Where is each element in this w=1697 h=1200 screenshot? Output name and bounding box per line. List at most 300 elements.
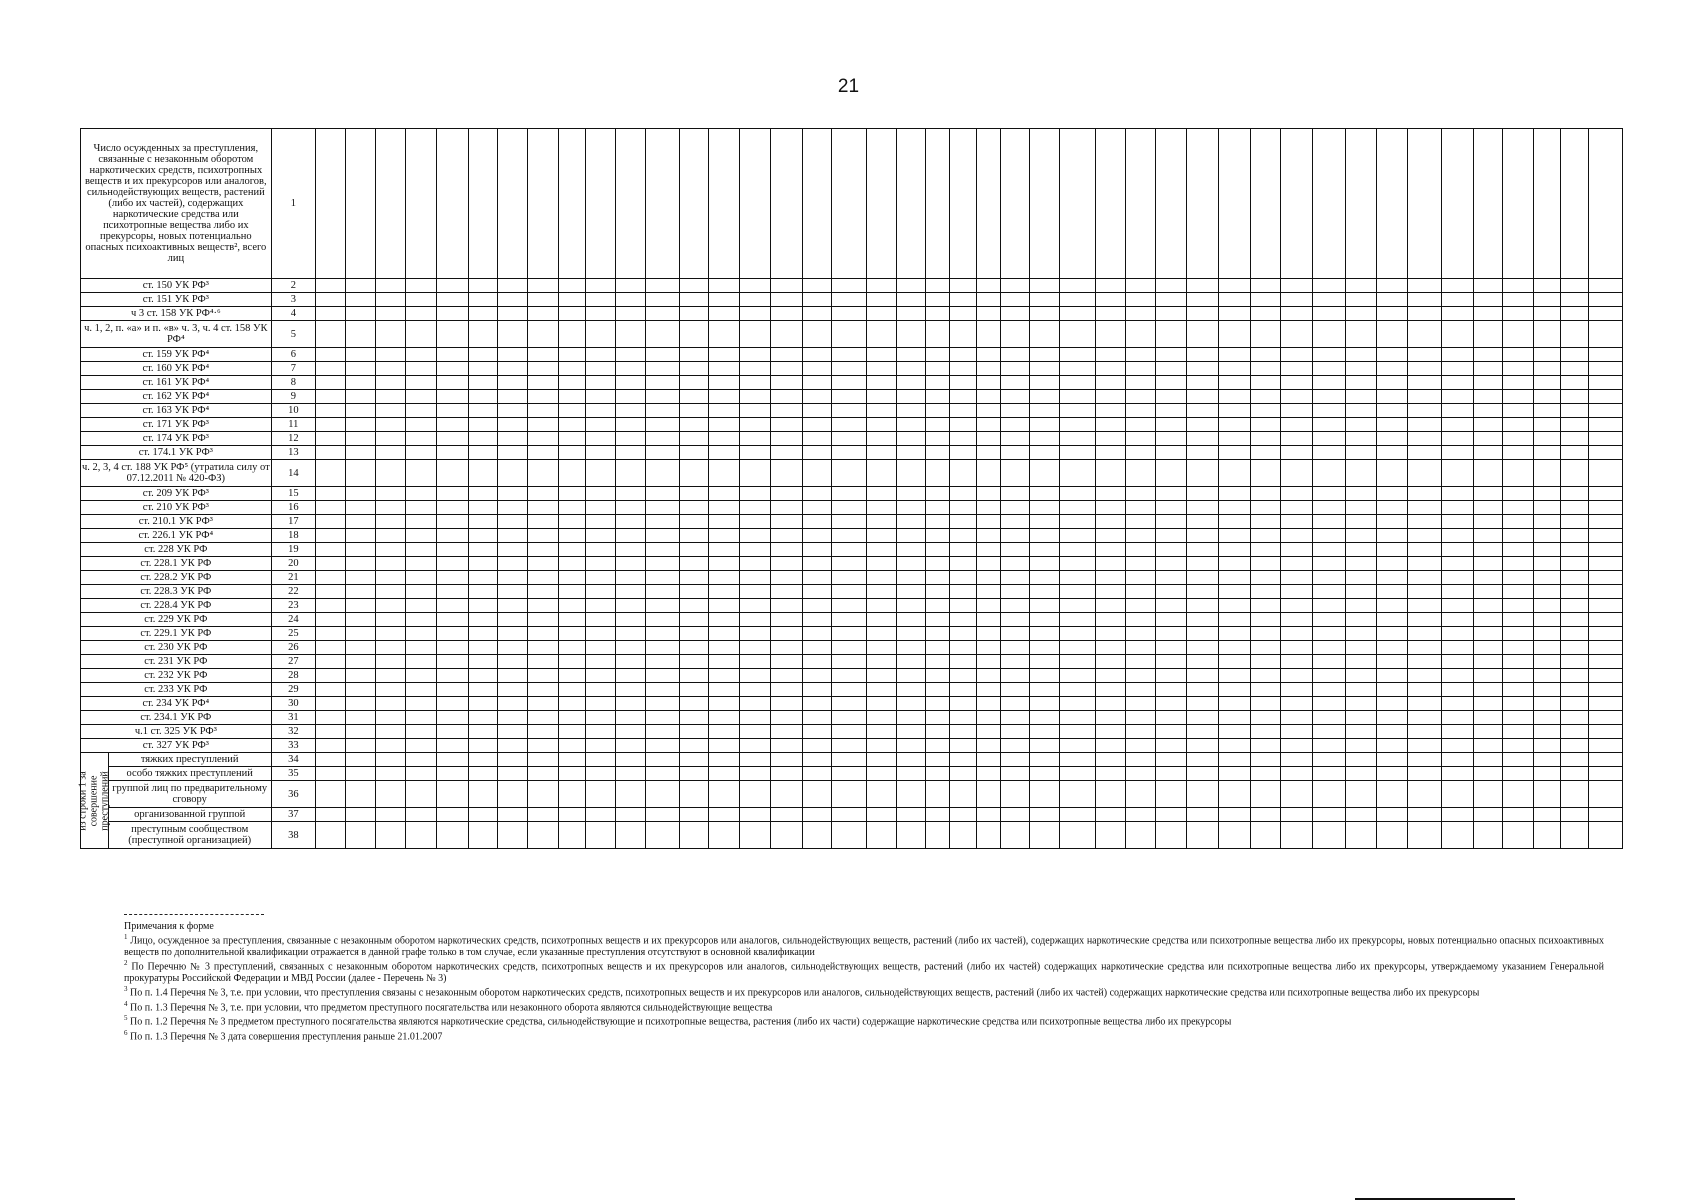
- data-cell[interactable]: [1156, 418, 1187, 432]
- data-cell[interactable]: [896, 501, 925, 515]
- data-cell[interactable]: [436, 669, 468, 683]
- data-cell[interactable]: [896, 725, 925, 739]
- data-cell[interactable]: [1251, 739, 1281, 753]
- data-cell[interactable]: [1059, 460, 1096, 487]
- data-cell[interactable]: [925, 446, 949, 460]
- data-cell[interactable]: [1156, 683, 1187, 697]
- data-cell[interactable]: [527, 348, 558, 362]
- data-cell[interactable]: [1407, 129, 1441, 279]
- data-cell[interactable]: [1029, 641, 1059, 655]
- data-cell[interactable]: [1474, 376, 1503, 390]
- data-cell[interactable]: [1376, 655, 1407, 669]
- data-cell[interactable]: [497, 543, 527, 557]
- data-cell[interactable]: [586, 543, 616, 557]
- data-cell[interactable]: [1281, 627, 1313, 641]
- data-cell[interactable]: [976, 641, 1000, 655]
- data-cell[interactable]: [436, 808, 468, 822]
- data-cell[interactable]: [345, 655, 375, 669]
- data-cell[interactable]: [925, 529, 949, 543]
- data-cell[interactable]: [316, 129, 346, 279]
- data-cell[interactable]: [316, 725, 346, 739]
- data-cell[interactable]: [586, 307, 616, 321]
- data-cell[interactable]: [709, 487, 740, 501]
- data-cell[interactable]: [1502, 348, 1533, 362]
- data-cell[interactable]: [1187, 529, 1219, 543]
- data-cell[interactable]: [1126, 599, 1156, 613]
- data-cell[interactable]: [1533, 348, 1560, 362]
- data-cell[interactable]: [949, 627, 976, 641]
- data-cell[interactable]: [1156, 543, 1187, 557]
- data-cell[interactable]: [1376, 739, 1407, 753]
- data-cell[interactable]: [1441, 613, 1473, 627]
- data-cell[interactable]: [375, 293, 405, 307]
- data-cell[interactable]: [709, 669, 740, 683]
- data-cell[interactable]: [740, 557, 771, 571]
- data-cell[interactable]: [1029, 627, 1059, 641]
- data-cell[interactable]: [405, 711, 436, 725]
- data-cell[interactable]: [1219, 571, 1251, 585]
- data-cell[interactable]: [679, 529, 709, 543]
- data-cell[interactable]: [345, 767, 375, 781]
- data-cell[interactable]: [1407, 432, 1441, 446]
- data-cell[interactable]: [616, 515, 646, 529]
- data-cell[interactable]: [1219, 669, 1251, 683]
- data-cell[interactable]: [1000, 376, 1029, 390]
- data-cell[interactable]: [925, 376, 949, 390]
- data-cell[interactable]: [1000, 529, 1029, 543]
- data-cell[interactable]: [771, 529, 802, 543]
- data-cell[interactable]: [925, 697, 949, 711]
- data-cell[interactable]: [740, 753, 771, 767]
- data-cell[interactable]: [679, 279, 709, 293]
- data-cell[interactable]: [1096, 348, 1126, 362]
- data-cell[interactable]: [345, 129, 375, 279]
- data-cell[interactable]: [949, 129, 976, 279]
- data-cell[interactable]: [1156, 571, 1187, 585]
- data-cell[interactable]: [375, 307, 405, 321]
- data-cell[interactable]: [586, 767, 616, 781]
- data-cell[interactable]: [866, 321, 896, 348]
- data-cell[interactable]: [1441, 279, 1473, 293]
- data-cell[interactable]: [1345, 767, 1376, 781]
- data-cell[interactable]: [1281, 767, 1313, 781]
- data-cell[interactable]: [1059, 390, 1096, 404]
- data-cell[interactable]: [896, 585, 925, 599]
- data-cell[interactable]: [1187, 390, 1219, 404]
- data-cell[interactable]: [1281, 753, 1313, 767]
- data-cell[interactable]: [1187, 697, 1219, 711]
- data-cell[interactable]: [345, 585, 375, 599]
- data-cell[interactable]: [802, 571, 832, 585]
- data-cell[interactable]: [1156, 627, 1187, 641]
- data-cell[interactable]: [468, 460, 497, 487]
- data-cell[interactable]: [1376, 446, 1407, 460]
- data-cell[interactable]: [949, 390, 976, 404]
- data-cell[interactable]: [866, 432, 896, 446]
- data-cell[interactable]: [1156, 390, 1187, 404]
- data-cell[interactable]: [679, 683, 709, 697]
- data-cell[interactable]: [1474, 529, 1503, 543]
- data-cell[interactable]: [1376, 460, 1407, 487]
- data-cell[interactable]: [1281, 822, 1313, 849]
- data-cell[interactable]: [1126, 781, 1156, 808]
- data-cell[interactable]: [586, 683, 616, 697]
- data-cell[interactable]: [468, 599, 497, 613]
- data-cell[interactable]: [1281, 585, 1313, 599]
- data-cell[interactable]: [405, 627, 436, 641]
- data-cell[interactable]: [558, 293, 586, 307]
- data-cell[interactable]: [646, 376, 679, 390]
- data-cell[interactable]: [709, 307, 740, 321]
- data-cell[interactable]: [802, 557, 832, 571]
- data-cell[interactable]: [1502, 655, 1533, 669]
- data-cell[interactable]: [802, 697, 832, 711]
- data-cell[interactable]: [1000, 307, 1029, 321]
- data-cell[interactable]: [679, 613, 709, 627]
- data-cell[interactable]: [558, 571, 586, 585]
- data-cell[interactable]: [1251, 348, 1281, 362]
- data-cell[interactable]: [616, 808, 646, 822]
- data-cell[interactable]: [1059, 739, 1096, 753]
- data-cell[interactable]: [527, 697, 558, 711]
- data-cell[interactable]: [1281, 697, 1313, 711]
- data-cell[interactable]: [1376, 613, 1407, 627]
- data-cell[interactable]: [925, 293, 949, 307]
- data-cell[interactable]: [1251, 613, 1281, 627]
- data-cell[interactable]: [832, 376, 866, 390]
- data-cell[interactable]: [1589, 390, 1623, 404]
- data-cell[interactable]: [1187, 571, 1219, 585]
- data-cell[interactable]: [1441, 390, 1473, 404]
- data-cell[interactable]: [616, 753, 646, 767]
- data-cell[interactable]: [405, 669, 436, 683]
- data-cell[interactable]: [468, 753, 497, 767]
- data-cell[interactable]: [1029, 767, 1059, 781]
- data-cell[interactable]: [1219, 404, 1251, 418]
- data-cell[interactable]: [976, 739, 1000, 753]
- data-cell[interactable]: [1096, 501, 1126, 515]
- data-cell[interactable]: [1096, 321, 1126, 348]
- data-cell[interactable]: [1533, 529, 1560, 543]
- data-cell[interactable]: [925, 669, 949, 683]
- data-cell[interactable]: [646, 515, 679, 529]
- data-cell[interactable]: [1096, 641, 1126, 655]
- data-cell[interactable]: [1313, 613, 1345, 627]
- data-cell[interactable]: [316, 487, 346, 501]
- data-cell[interactable]: [405, 487, 436, 501]
- data-cell[interactable]: [436, 279, 468, 293]
- data-cell[interactable]: [558, 390, 586, 404]
- data-cell[interactable]: [497, 529, 527, 543]
- data-cell[interactable]: [1533, 822, 1560, 849]
- data-cell[interactable]: [586, 404, 616, 418]
- data-cell[interactable]: [436, 711, 468, 725]
- data-cell[interactable]: [1096, 529, 1126, 543]
- data-cell[interactable]: [527, 711, 558, 725]
- data-cell[interactable]: [771, 432, 802, 446]
- data-cell[interactable]: [1560, 641, 1589, 655]
- data-cell[interactable]: [1219, 753, 1251, 767]
- data-cell[interactable]: [771, 557, 802, 571]
- data-cell[interactable]: [1059, 348, 1096, 362]
- data-cell[interactable]: [1219, 641, 1251, 655]
- data-cell[interactable]: [345, 418, 375, 432]
- data-cell[interactable]: [1313, 460, 1345, 487]
- data-cell[interactable]: [709, 753, 740, 767]
- data-cell[interactable]: [1029, 753, 1059, 767]
- data-cell[interactable]: [1126, 669, 1156, 683]
- data-cell[interactable]: [866, 348, 896, 362]
- data-cell[interactable]: [316, 515, 346, 529]
- data-cell[interactable]: [679, 599, 709, 613]
- data-cell[interactable]: [1313, 418, 1345, 432]
- data-cell[interactable]: [832, 711, 866, 725]
- data-cell[interactable]: [616, 655, 646, 669]
- data-cell[interactable]: [375, 543, 405, 557]
- data-cell[interactable]: [1313, 822, 1345, 849]
- data-cell[interactable]: [1502, 418, 1533, 432]
- data-cell[interactable]: [925, 307, 949, 321]
- data-cell[interactable]: [1251, 404, 1281, 418]
- data-cell[interactable]: [866, 390, 896, 404]
- data-cell[interactable]: [527, 599, 558, 613]
- data-cell[interactable]: [679, 446, 709, 460]
- data-cell[interactable]: [1345, 390, 1376, 404]
- data-cell[interactable]: [976, 613, 1000, 627]
- data-cell[interactable]: [1502, 808, 1533, 822]
- data-cell[interactable]: [646, 307, 679, 321]
- data-cell[interactable]: [345, 599, 375, 613]
- data-cell[interactable]: [527, 515, 558, 529]
- data-cell[interactable]: [497, 362, 527, 376]
- data-cell[interactable]: [1187, 487, 1219, 501]
- data-cell[interactable]: [497, 293, 527, 307]
- data-cell[interactable]: [1502, 390, 1533, 404]
- data-cell[interactable]: [1000, 557, 1029, 571]
- data-cell[interactable]: [925, 501, 949, 515]
- data-cell[interactable]: [771, 129, 802, 279]
- data-cell[interactable]: [1560, 822, 1589, 849]
- data-cell[interactable]: [646, 321, 679, 348]
- data-cell[interactable]: [1126, 767, 1156, 781]
- data-cell[interactable]: [740, 669, 771, 683]
- data-cell[interactable]: [1589, 515, 1623, 529]
- data-cell[interactable]: [679, 557, 709, 571]
- data-cell[interactable]: [925, 725, 949, 739]
- data-cell[interactable]: [1096, 711, 1126, 725]
- data-cell[interactable]: [1474, 655, 1503, 669]
- data-cell[interactable]: [1281, 348, 1313, 362]
- data-cell[interactable]: [1096, 543, 1126, 557]
- data-cell[interactable]: [1059, 641, 1096, 655]
- data-cell[interactable]: [316, 348, 346, 362]
- data-cell[interactable]: [1533, 683, 1560, 697]
- data-cell[interactable]: [646, 418, 679, 432]
- data-cell[interactable]: [925, 627, 949, 641]
- data-cell[interactable]: [646, 808, 679, 822]
- data-cell[interactable]: [1376, 376, 1407, 390]
- data-cell[interactable]: [802, 460, 832, 487]
- data-cell[interactable]: [866, 725, 896, 739]
- data-cell[interactable]: [468, 557, 497, 571]
- data-cell[interactable]: [1187, 753, 1219, 767]
- data-cell[interactable]: [1096, 808, 1126, 822]
- data-cell[interactable]: [345, 613, 375, 627]
- data-cell[interactable]: [405, 599, 436, 613]
- data-cell[interactable]: [832, 460, 866, 487]
- data-cell[interactable]: [1560, 307, 1589, 321]
- data-cell[interactable]: [1029, 557, 1059, 571]
- data-cell[interactable]: [1474, 321, 1503, 348]
- data-cell[interactable]: [1219, 808, 1251, 822]
- data-cell[interactable]: [1219, 362, 1251, 376]
- data-cell[interactable]: [949, 599, 976, 613]
- data-cell[interactable]: [436, 655, 468, 669]
- data-cell[interactable]: [976, 279, 1000, 293]
- data-cell[interactable]: [679, 808, 709, 822]
- data-cell[interactable]: [468, 390, 497, 404]
- data-cell[interactable]: [586, 697, 616, 711]
- data-cell[interactable]: [740, 767, 771, 781]
- data-cell[interactable]: [1281, 725, 1313, 739]
- data-cell[interactable]: [468, 307, 497, 321]
- data-cell[interactable]: [646, 822, 679, 849]
- data-cell[interactable]: [896, 418, 925, 432]
- data-cell[interactable]: [949, 460, 976, 487]
- data-cell[interactable]: [1560, 432, 1589, 446]
- data-cell[interactable]: [896, 543, 925, 557]
- data-cell[interactable]: [679, 376, 709, 390]
- data-cell[interactable]: [896, 487, 925, 501]
- data-cell[interactable]: [1156, 362, 1187, 376]
- data-cell[interactable]: [1502, 585, 1533, 599]
- data-cell[interactable]: [586, 293, 616, 307]
- data-cell[interactable]: [1059, 129, 1096, 279]
- data-cell[interactable]: [558, 418, 586, 432]
- data-cell[interactable]: [405, 571, 436, 585]
- data-cell[interactable]: [646, 697, 679, 711]
- data-cell[interactable]: [1376, 501, 1407, 515]
- data-cell[interactable]: [771, 599, 802, 613]
- data-cell[interactable]: [1187, 627, 1219, 641]
- data-cell[interactable]: [832, 348, 866, 362]
- data-cell[interactable]: [1474, 599, 1503, 613]
- data-cell[interactable]: [1029, 543, 1059, 557]
- data-cell[interactable]: [832, 599, 866, 613]
- data-cell[interactable]: [497, 655, 527, 669]
- data-cell[interactable]: [832, 557, 866, 571]
- data-cell[interactable]: [679, 129, 709, 279]
- data-cell[interactable]: [468, 279, 497, 293]
- data-cell[interactable]: [896, 557, 925, 571]
- data-cell[interactable]: [1029, 390, 1059, 404]
- data-cell[interactable]: [832, 404, 866, 418]
- data-cell[interactable]: [616, 585, 646, 599]
- data-cell[interactable]: [1187, 376, 1219, 390]
- data-cell[interactable]: [832, 279, 866, 293]
- data-cell[interactable]: [1376, 767, 1407, 781]
- data-cell[interactable]: [468, 529, 497, 543]
- data-cell[interactable]: [1502, 753, 1533, 767]
- data-cell[interactable]: [740, 432, 771, 446]
- data-cell[interactable]: [1589, 711, 1623, 725]
- data-cell[interactable]: [1281, 683, 1313, 697]
- data-cell[interactable]: [949, 543, 976, 557]
- data-cell[interactable]: [1126, 307, 1156, 321]
- data-cell[interactable]: [1187, 711, 1219, 725]
- data-cell[interactable]: [1187, 767, 1219, 781]
- data-cell[interactable]: [771, 376, 802, 390]
- data-cell[interactable]: [558, 808, 586, 822]
- data-cell[interactable]: [896, 362, 925, 376]
- data-cell[interactable]: [1096, 418, 1126, 432]
- data-cell[interactable]: [646, 293, 679, 307]
- data-cell[interactable]: [679, 501, 709, 515]
- data-cell[interactable]: [468, 404, 497, 418]
- data-cell[interactable]: [925, 781, 949, 808]
- data-cell[interactable]: [709, 808, 740, 822]
- data-cell[interactable]: [976, 683, 1000, 697]
- data-cell[interactable]: [558, 711, 586, 725]
- data-cell[interactable]: [1407, 599, 1441, 613]
- data-cell[interactable]: [1441, 348, 1473, 362]
- data-cell[interactable]: [616, 307, 646, 321]
- data-cell[interactable]: [866, 487, 896, 501]
- data-cell[interactable]: [1029, 571, 1059, 585]
- data-cell[interactable]: [925, 613, 949, 627]
- data-cell[interactable]: [646, 529, 679, 543]
- data-cell[interactable]: [375, 655, 405, 669]
- data-cell[interactable]: [646, 711, 679, 725]
- data-cell[interactable]: [1281, 711, 1313, 725]
- data-cell[interactable]: [616, 683, 646, 697]
- data-cell[interactable]: [345, 293, 375, 307]
- data-cell[interactable]: [1313, 348, 1345, 362]
- data-cell[interactable]: [679, 669, 709, 683]
- data-cell[interactable]: [802, 293, 832, 307]
- data-cell[interactable]: [527, 404, 558, 418]
- data-cell[interactable]: [586, 669, 616, 683]
- data-cell[interactable]: [679, 404, 709, 418]
- data-cell[interactable]: [646, 613, 679, 627]
- data-cell[interactable]: [802, 669, 832, 683]
- data-cell[interactable]: [1096, 655, 1126, 669]
- data-cell[interactable]: [468, 781, 497, 808]
- data-cell[interactable]: [1313, 487, 1345, 501]
- data-cell[interactable]: [1441, 321, 1473, 348]
- data-cell[interactable]: [740, 279, 771, 293]
- data-cell[interactable]: [1589, 529, 1623, 543]
- data-cell[interactable]: [375, 501, 405, 515]
- data-cell[interactable]: [527, 585, 558, 599]
- data-cell[interactable]: [832, 446, 866, 460]
- data-cell[interactable]: [375, 697, 405, 711]
- data-cell[interactable]: [1000, 739, 1029, 753]
- data-cell[interactable]: [976, 348, 1000, 362]
- data-cell[interactable]: [1219, 529, 1251, 543]
- data-cell[interactable]: [949, 404, 976, 418]
- data-cell[interactable]: [375, 739, 405, 753]
- data-cell[interactable]: [832, 321, 866, 348]
- data-cell[interactable]: [616, 543, 646, 557]
- data-cell[interactable]: [679, 362, 709, 376]
- data-cell[interactable]: [1156, 376, 1187, 390]
- data-cell[interactable]: [1156, 655, 1187, 669]
- data-cell[interactable]: [896, 627, 925, 641]
- data-cell[interactable]: [832, 725, 866, 739]
- data-cell[interactable]: [896, 822, 925, 849]
- data-cell[interactable]: [1059, 753, 1096, 767]
